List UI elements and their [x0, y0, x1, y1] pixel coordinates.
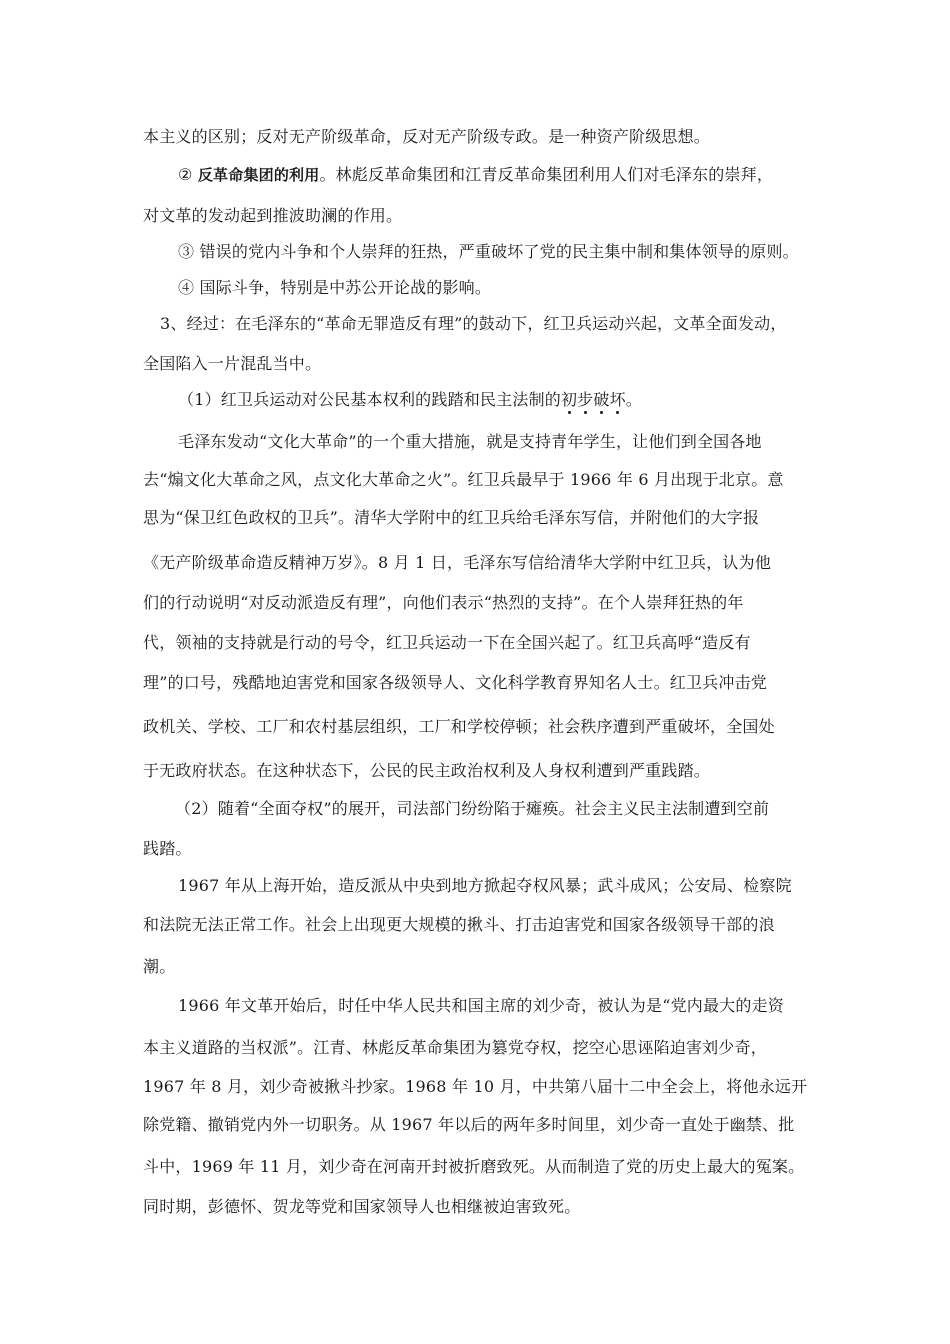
text-line: 潮。	[143, 957, 176, 976]
circled-number: ②	[178, 165, 193, 184]
text-line: 毛泽东发动“文化大革命”的一个重大措施，就是支持青年学生，让他们到全国各地	[178, 432, 762, 451]
text-line: 斗中，1969 年 11 月，刘少奇在河南开封被折磨致死。从而制造了党的历史上最大的冤案。	[143, 1157, 805, 1176]
text-line: （2）随着“全面夺权”的展开，司法部门纷纷陷于瘫痪。社会主义民主法制遭到空前	[175, 799, 770, 818]
text-line: 同时期，彭德怀、贺龙等党和国家领导人也相继被迫害致死。	[143, 1197, 581, 1216]
text-line: 1966 年文革开始后，时任中华人民共和国主席的刘少奇，被认为是“党内最大的走资	[178, 996, 784, 1015]
text-line: 本主义的区别；反对无产阶级革命，反对无产阶级专政。是一种资产阶级思想。	[143, 127, 711, 146]
text-line: 思为“保卫红色政权的卫兵”。清华大学附中的红卫兵给毛泽东写信，并附他们的大字报	[143, 508, 760, 527]
text-line: ③ 错误的党内斗争和个人崇拜的狂热，严重破坏了党的民主集中制和集体领导的原则。	[178, 242, 799, 261]
text-line	[178, 390, 642, 410]
text-line: 政机关、学校、工厂和农村基层组织，工厂和学校停顿；社会秩序遭到严重破坏，全国处	[143, 717, 775, 736]
text-line: 和法院无法正常工作。社会上出现更大规模的揪斗、打击迫害党和国家各级领导干部的浪	[143, 915, 775, 934]
text-span: （1）红卫兵运动对公民基本权利的践踏和民主法制的	[178, 390, 561, 409]
text-line: 们的行动说明“对反动派造反有理”，向他们表示“热烈的支持”。在个人崇拜狂热的年	[143, 593, 744, 612]
text-line: 践踏。	[143, 839, 192, 858]
text-line: 理”的口号，残酷地迫害党和国家各级领导人、文化科学教育界知名人士。红卫兵冲击党	[143, 673, 767, 692]
emphasis-dots	[561, 411, 626, 415]
text-line: 于无政府状态。在这种状态下，公民的民主政治权利及人身权利遭到严重践踏。	[143, 761, 711, 780]
text-line: ④ 国际斗争，特别是中苏公开论战的影响。	[178, 278, 492, 297]
text-line: 代，领袖的支持就是行动的号令，红卫兵运动一下在全国兴起了。红卫兵高呼“造反有	[143, 633, 751, 652]
text-line: 对文革的发动起到推波助澜的作用。	[143, 206, 403, 225]
text-line: 本主义道路的当权派”。江青、林彪反革命集团为篡党夺权，挖空心思诬陷迫害刘少奇，	[143, 1038, 767, 1057]
text-span: 。林彪反革命集团和江青反革命集团利用人们对毛泽东的崇拜，	[319, 165, 774, 184]
text-line	[178, 165, 773, 185]
text-line: 1967 年从上海开始，造反派从中央到地方掀起夺权风暴；武斗成风；公安局、检察院	[178, 876, 792, 895]
text-line: 除党籍、撤销党内外一切职务。从 1967 年以后的两年多时间里，刘少奇一直处于幽禁、批	[143, 1115, 795, 1134]
text-line: 《无产阶级革命造反精神万岁》。8 月 1 日，毛泽东写信给清华大学附中红卫兵，认为他	[143, 553, 772, 572]
text-span: 。	[625, 390, 642, 409]
text-line: 3、经过：在毛泽东的“革命无罪造反有理”的鼓动下，红卫兵运动兴起，文革全面发动，	[160, 314, 787, 333]
text-line: 去“煽文化大革命之风，点文化大革命之火”。红卫兵最早于 1966 年 6 月出现于北京。意	[143, 470, 784, 489]
bold-heading: 反革命集团的利用	[197, 166, 320, 184]
emphasis-dotted	[561, 390, 626, 409]
text-line: 全国陷入一片混乱当中。	[143, 354, 322, 373]
text-line: 1967 年 8 月，刘少奇被揪斗抄家。1968 年 10 月，中共第八届十二中全会上，将他永远开	[143, 1077, 808, 1096]
emphasis-text: 初步破坏	[560, 390, 626, 409]
